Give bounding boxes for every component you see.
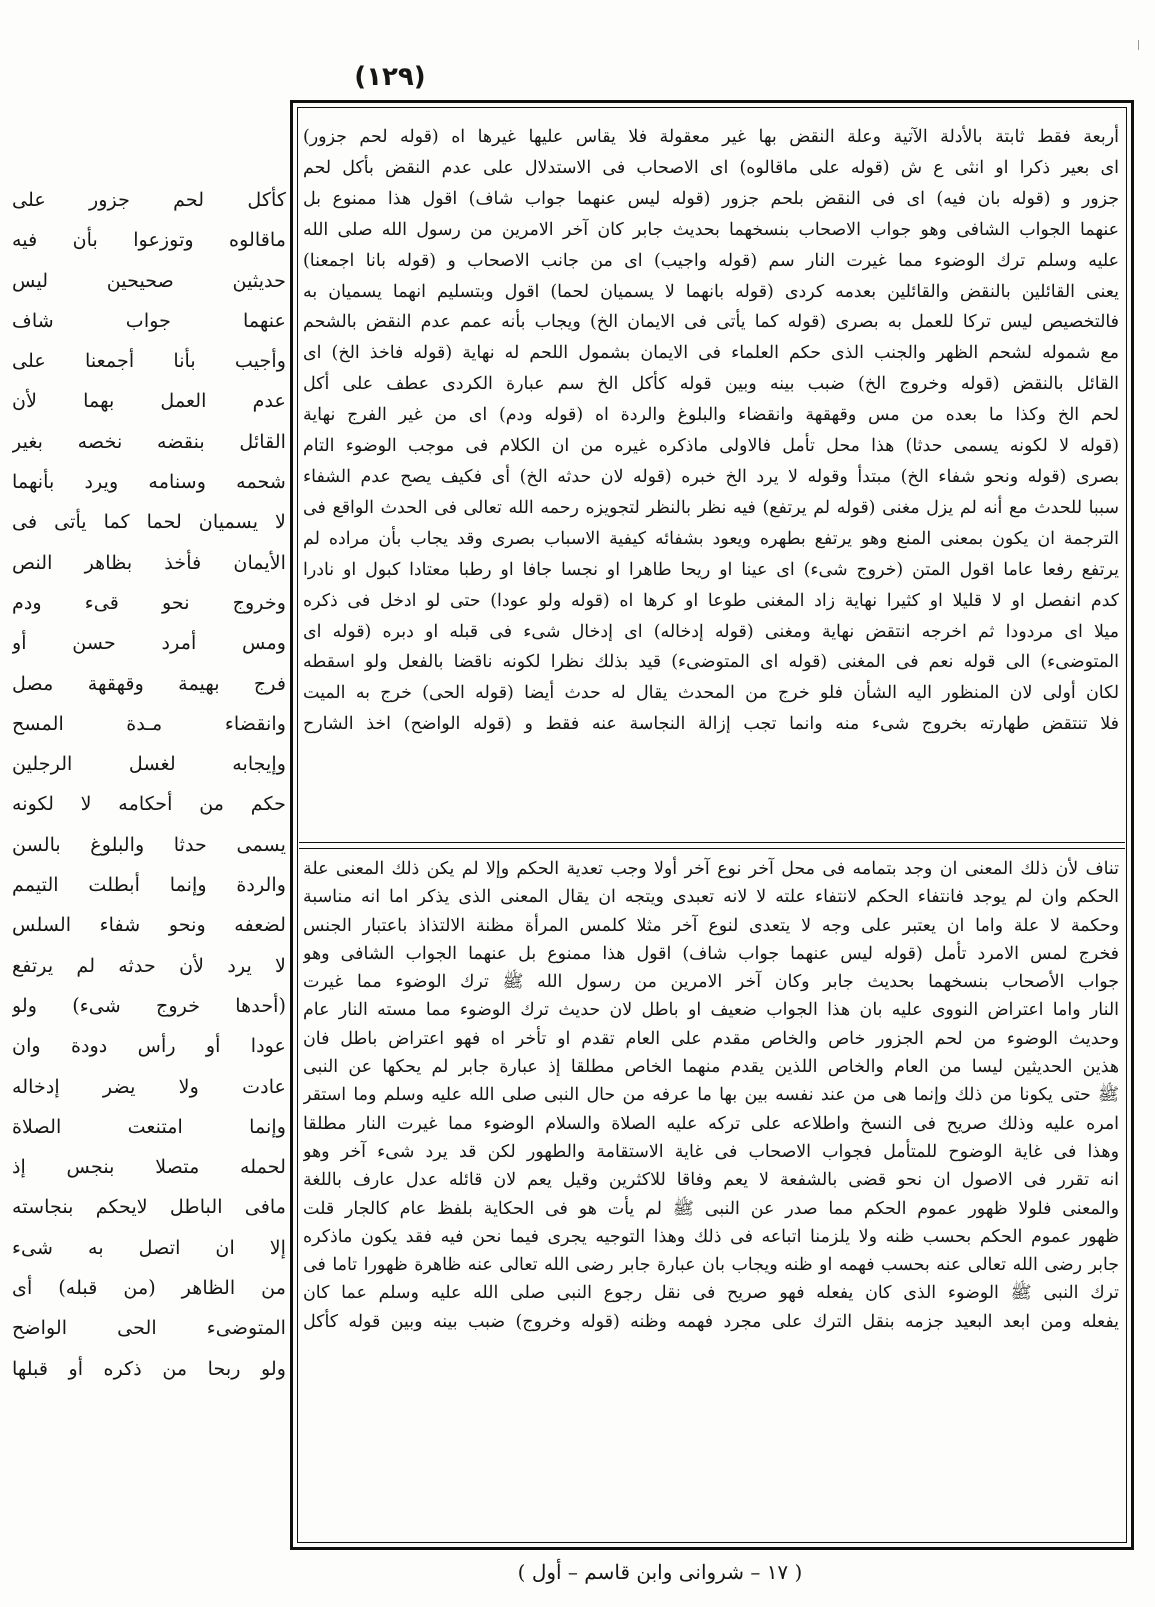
matn-line: حكم من أحكامه لا لكونه xyxy=(12,792,286,816)
section-divider xyxy=(299,848,1125,849)
matn-line: من الظاهر (من قبله) أى xyxy=(12,1276,286,1300)
main-text-line: وحديث الوضوء من لحم الجزور خاص والخاص مقدم على العام تقدم او تأخر اه فهو اعتراض باطل فان xyxy=(303,1028,1119,1049)
commentary-line: (قوله لا لكونه يسمى حدثا) هذا محل تأمل فالاولى ماذكره غيره من ان الكلام فى موجب الوضوء التام xyxy=(303,436,1119,457)
matn-line: وخروج نحو قىء ودم xyxy=(12,590,286,614)
matn-line: شحمه وسنامه ويرد بأنهما xyxy=(12,470,286,494)
matn-line: لحمله متصلا بنجس إذ xyxy=(12,1155,286,1179)
main-text-block xyxy=(303,855,1119,1538)
matn-line: المتوضىء الحى الواضح xyxy=(12,1316,286,1340)
matn-line: عدم العمل بهما لأن xyxy=(12,389,286,413)
commentary-line: جزور و (قوله بان فيه) اى فى النقض بلحم جزور (قوله ليس عنهما جواب شاف) اقول هذا ممنوع بل xyxy=(303,188,1119,209)
commentary-line: لحم الخ وكذا ما بعده من مس وقهقهة وانقضاء والبلوغ والردة اه (قوله ودم) اى من غير الفرج نهاية xyxy=(303,405,1119,426)
commentary-line: أربعة فقط ثابتة بالأدلة الآتية وعلة النقض بها غير معقولة فلا يقاس عليها غيرها اه (قوله لحم جزور) xyxy=(303,127,1119,147)
matn-line: والردة وإنما أبطلت التيمم xyxy=(12,873,286,897)
matn-side-column xyxy=(12,180,286,1389)
matn-line: الأيمان فأخذ بظاهر النص xyxy=(12,550,286,574)
main-text-line: يفعله ومن ابعد البعيد جزمه بنقل الترك على مجرد فهمه وظنه (قوله وخروج) ضبب بينه وبين قوله كأكل xyxy=(303,1311,1119,1332)
commentary-line: الترجمة ان يكون بمعنى المنع وهو يرتفع بطهره ويعود بشفائه كيفية الاسباب بصرى وقد يجاب بأن مراده لم xyxy=(303,528,1119,549)
main-text-line: والمعنى فلولا ظهور عموم الحكم مما صدر عن النبى ﷺ لم يأت هو فى الحكاية بلفظ عام كالجار قلت xyxy=(303,1198,1119,1219)
commentary-line: عنهما الجواب الشافى وهو جواب الاصحاب بنسخهما بحديث جابر كان آخر الامرين من رسول الله صلى الله xyxy=(303,219,1119,240)
matn-line: وانقضاء مـدة المسح xyxy=(12,711,286,735)
main-text-line: وهذا فى غاية الوضوح للمتأمل فجواب الاصحاب فى غاية الاستقامة والطهور لكن قد يرد شىء آخر وهو xyxy=(303,1141,1119,1162)
main-text-line: امره عليه وذلك صريح فى النسخ واطلاعه على تركه عليه الصلاة والسلام الوضوء مما غيرت النار مطلقا xyxy=(303,1113,1119,1134)
matn-line: وإنما امتنعت الصلاة xyxy=(12,1114,286,1138)
commentary-line: بصرى (قوله ونحو شفاء الخ) مبتدأ وقوله لا يرد الخ خبره (قوله لان حدثه الخ) أى فكيف يصح عدم الشفاء xyxy=(303,466,1119,487)
main-text-line: ترك النبى ﷺ الوضوء الذى كان يفعله فهو صريح فى نقل رجوع النبى صلى الله عليه وسلم عما كان xyxy=(303,1283,1119,1304)
commentary-line: مع شموله لشحم الظهر والجنب الذى حكم العلماء فى الايمان بشمول اللحم له نهاية (قوله فاخذ الخ) اى xyxy=(303,343,1119,364)
main-text-line: تناف لأن ذلك المعنى ان وجد بتمامه فى محل آخر نوع آخر أولا وجب تعدية الحكم وإلا لم يكن ذلك المعنى علة xyxy=(303,859,1119,879)
footer-title: ( ١٧ – شروانى وابن قاسم – أول ) xyxy=(517,1560,803,1584)
matn-line: يسمى حدثا والبلوغ بالسن xyxy=(12,832,286,856)
matn-line: عودا أو رأس دودة وان xyxy=(12,1034,286,1058)
matn-line: (أحدها خروج شىء) ولو xyxy=(12,993,286,1017)
commentary-line: ميلا اى مردودا ثم اخرجه انتقض نهاية ومغنى (قوله إدخاله) اى إدخال شىء فى قبله او دبره (قوله اى xyxy=(303,621,1119,642)
main-text-line: الحكم وان لم يوجد فانتفاء الحكم لانتفاء علته لا لانه تعبدى ويتجه ان يقال المعنى الذى يذكر اما انه مناسبة xyxy=(303,887,1119,908)
main-text-line: ﷺ حتى يكونا من ذلك وإنما هى من عند نفسه بين بها ما عرفه من حال النبى صلى الله عليه وسلم وما استقر xyxy=(303,1085,1119,1106)
matn-line: مافى الباطل لايحكم بنجاسته xyxy=(12,1195,286,1219)
matn-line: حديثين صحيحين ليس xyxy=(12,268,286,292)
matn-line: وأجيب بأنا أجمعنا على xyxy=(12,349,286,373)
matn-line: إلا ان اتصل به شىء xyxy=(12,1235,286,1259)
commentary-line: كدم انفصل او لا قليلا او كثيرا نهاية زاد المغنى طوعا او كرها اه (قوله ولو عودا) حتى لو ادخل فى ذكره xyxy=(303,590,1119,611)
matn-line: القائل بنقضه نخصه بغير xyxy=(12,429,286,453)
main-text-line: جواب الأصحاب بنسخهما بحديث جابر وكان آخر الامرين من رسول الله ﷺ ترك الوضوء مما غيرت xyxy=(303,972,1119,993)
commentary-line: سببا للحدث مع أنه لم يزل مغنى (قوله لم يرتفع) فيه نظر بالنظر لتجويزه رحمه الله تعالى فى الحدث الواقع فى xyxy=(303,497,1119,518)
main-text-line: هذين الحديثين ليسا من العام والخاص اللذين يقدم منهما الخاص مطلقا إذ عبارة جابر لم يحكها عن النبى xyxy=(303,1057,1119,1078)
main-text-line: وحكمة لا علة واما ان يعتبر على وجه لا يتعدى لنوع آخر مثلا كلمس المرأة مظنة الالتذاذ باعتبار الجنس xyxy=(303,915,1119,936)
commentary-line: يرتفع رفعا عاما اقول المتن (خروج شىء) اى عينا او ريحا طاهرا او نجسا جافا او رطبا معتادا كبول او نادرا xyxy=(303,559,1119,580)
commentary-line: لكان أولى لان المنظور اليه الشأن فلو خرج من المحدث يقال له حدث أيضا (قوله الحى) خرج به الميت xyxy=(303,683,1119,704)
matn-line: ولو ربحا من ذكره أو قبلها xyxy=(12,1356,286,1380)
scan-edge-mark xyxy=(1138,40,1139,50)
page-number: (١٢٩) xyxy=(354,62,426,92)
main-text-line: فخرج لمس الامرد تأمل (قوله ليس عنهما جواب شاف) اقول هذا ممنوع بل عنهما الجواب الشافى وهو xyxy=(303,943,1119,964)
commentary-line: عليه وسلم ترك الوضوء مما غيرت النار سم (قوله واجيب) اى من جانب الاصحاب و (قوله بانا اجمعنا) xyxy=(303,250,1119,271)
section-divider xyxy=(299,842,1125,843)
main-text-line: انه تقرر فى الاصول ان نحو قضى بالشفعة لا يعم وفاقا للاكثرين وقيل يعم لان قائله عدل عارف باللغة xyxy=(303,1170,1119,1191)
matn-line: لا يسميان لحما كما يأتى فى xyxy=(12,510,286,534)
matn-line: فرج بهيمة وقهقهة مصل xyxy=(12,671,286,695)
main-text-line: جابر رضى الله تعالى عنه بحسب فهمه او ظنه ويجاب بان عبارة جابر رضى الله تعالى عنه ظاهرة ظهورا تاما فى xyxy=(303,1255,1119,1276)
matn-line: ومس أمرد حسن أو xyxy=(12,631,286,655)
matn-line: لضعفه ونحو شفاء السلس xyxy=(12,913,286,937)
commentary-line: القائل بالنقض (قوله وخروج الخ) ضبب بينه وبين قوله كأكل الخ سم عبارة الكردى عطف على أكل xyxy=(303,374,1119,395)
matn-line: كأكل لحم جزور على xyxy=(12,188,286,211)
commentary-line: يعنى القائلين بالنقض والقائلين بعدمه كردى (قوله بانهما لا يسميان لحما) اقول وبتسليم انهما يسميان به xyxy=(303,281,1119,302)
main-text-line: النار واما اعتراض النووى عليه بان هذا الجواب ضعيف او باطل لان حديث ترك الوضوء مما مسته النار عام xyxy=(303,1000,1119,1021)
commentary-line: فالتخصيص ليس تركا للعمل به بصرى (قوله كما يأتى فى الايمان الخ) ويجاب بأنه عمم عدم النقض بالشحم xyxy=(303,312,1119,333)
matn-line: عادت ولا يضر إدخاله xyxy=(12,1074,286,1098)
main-text-line: ظهور عموم الحكم بحسب ظنه ولا يلزمنا اتباعه فى ذلك وهذا التوجيه يجرى فيما نحن فيه فقد يكون ماذكره xyxy=(303,1226,1119,1247)
commentary-block xyxy=(303,122,1119,834)
commentary-line: المتوضىء) الى قوله نعم فى المغنى (قوله اى المتوضىء) قيد بذلك نظرا لكونه ناقضا بالفعل ولو اسقطه xyxy=(303,652,1119,673)
commentary-line: اى بعير ذكرا او انثى ع ش (قوله على ماقالوه) اى الاصحاب فى الاستدلال على عدم النقض بأكل لحم xyxy=(303,157,1119,178)
matn-line: وإيجابه لغسل الرجلين xyxy=(12,752,286,776)
matn-line: عنهما جواب شاف xyxy=(12,308,286,332)
matn-line: لا يرد لأن حدثه لم يرتفع xyxy=(12,953,286,977)
commentary-line: فلا تنتقض طهارته بخروج شىء منه وانما تجب إزالة النجاسة عنه فقط و (قوله الواضح) اخذ الشارح xyxy=(303,714,1119,735)
matn-line: ماقالوه وتوزعوا بأن فيه xyxy=(12,228,286,252)
